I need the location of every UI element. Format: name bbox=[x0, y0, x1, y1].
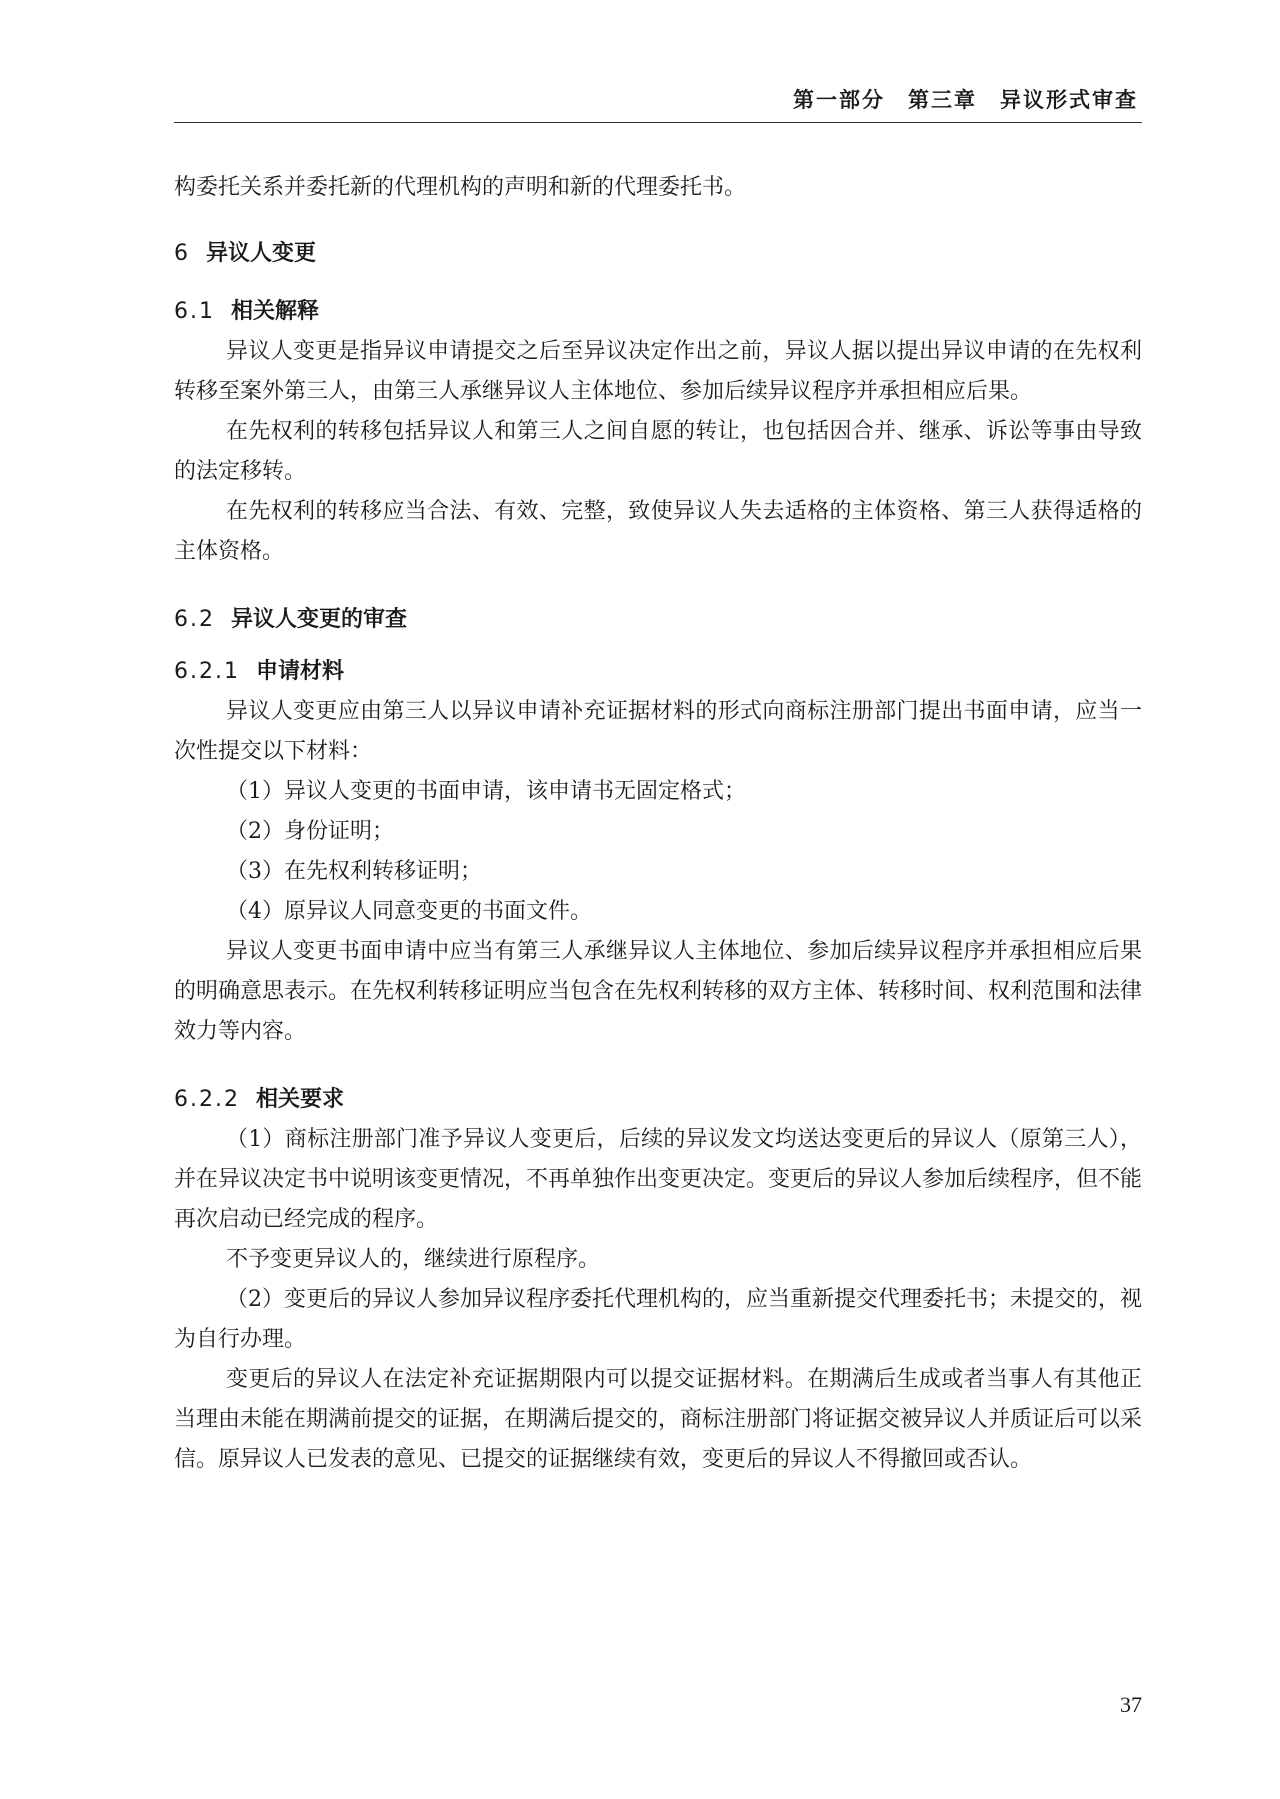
running-header bbox=[174, 84, 1142, 123]
paragraph: （1）商标注册部门准予异议人变更后，后续的异议发文均送达变更后的异议人（原第三人），并在异议决定书中说明该变更情况，不再单独作出变更决定。变更后的异议人参加后续程序，但不能再次启动已经完成的程序。 bbox=[174, 1127, 1143, 1232]
section-heading-6-2-2 bbox=[174, 1080, 1142, 1120]
paragraph: 不予变更异议人的，继续进行原程序。 bbox=[226, 1247, 601, 1272]
paragraph: 异议人变更是指异议申请提交之后至异议决定作出之前，异议人据以提出异议申请的在先权利转移至案外第三人，由第三人承继异议人主体地位、参加后续异议程序并承担相应后果。 bbox=[174, 339, 1142, 404]
running-title: 第一部分 第三章 异议形式审查 bbox=[793, 87, 1138, 112]
section-number: 6.2 bbox=[174, 607, 215, 632]
section-title: 相关解释 bbox=[231, 299, 320, 324]
section-heading-6-2-1 bbox=[174, 652, 1142, 692]
paragraph: 异议人变更书面申请中应当有第三人承继异议人主体地位、参加后续异议程序并承担相应后果的明确意思表示。在先权利转移证明应当包含在先权利转移的双方主体、转移时间、权利范围和法律效力等内容。 bbox=[174, 939, 1143, 1044]
section-title: 相关要求 bbox=[255, 1087, 344, 1112]
section-number: 6.1 bbox=[174, 299, 215, 324]
paragraph: 在先权利的转移应当合法、有效、完整，致使异议人失去适格的主体资格、第三人获得适格的主体资格。 bbox=[174, 499, 1142, 564]
list-item: （4）原异议人同意变更的书面文件。 bbox=[226, 899, 592, 924]
section-heading-6-2 bbox=[174, 600, 1142, 640]
section-number: 6.2.1 bbox=[174, 659, 240, 684]
list-item: （1）异议人变更的书面申请，该申请书无固定格式； bbox=[226, 779, 746, 804]
section-number: 6.2.2 bbox=[174, 1087, 240, 1112]
section-heading-6-1 bbox=[174, 292, 1142, 332]
section-title: 申请材料 bbox=[255, 659, 344, 684]
list-item: （2）身份证明； bbox=[226, 819, 394, 844]
list-item: （3）在先权利转移证明； bbox=[226, 859, 482, 884]
paragraph: 在先权利的转移包括异议人和第三人之间自愿的转让，也包括因合并、继承、诉讼等事由导致的法定移转。 bbox=[174, 419, 1142, 484]
section-title: 异议人变更 bbox=[206, 241, 317, 266]
page-body bbox=[174, 168, 1142, 1480]
section-title: 异议人变更的审查 bbox=[231, 607, 408, 632]
paragraph: 异议人变更应由第三人以异议申请补充证据材料的形式向商标注册部门提出书面申请，应当一次性提交以下材料： bbox=[174, 699, 1142, 764]
section-number: 6 bbox=[174, 241, 190, 266]
section-heading-6 bbox=[174, 234, 1142, 274]
paragraph: 构委托关系并委托新的代理机构的声明和新的代理委托书。 bbox=[174, 175, 747, 200]
paragraph: 变更后的异议人在法定补充证据期限内可以提交证据材料。在期满后生成或者当事人有其他正当理由未能在期满前提交的证据，在期满后提交的，商标注册部门将证据交被异议人并质证后可以采信。原异议人已发表的意见、已提交的证据继续有效，变更后的异议人不得撤回或否认。 bbox=[174, 1367, 1143, 1472]
paragraph: （2）变更后的异议人参加异议程序委托代理机构的，应当重新提交代理委托书；未提交的，视为自行办理。 bbox=[174, 1287, 1143, 1352]
page-number: 37 bbox=[1120, 1692, 1142, 1717]
